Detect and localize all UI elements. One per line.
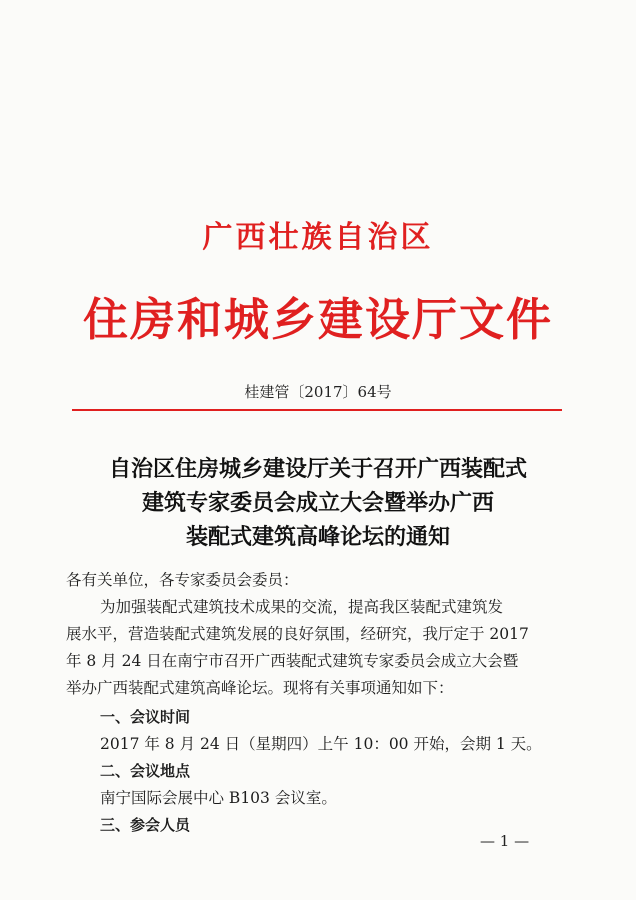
meeting-location: 南宁国际会展中心 B103 会议室。 xyxy=(100,789,337,807)
title-line-1: 自治区住房城乡建设厅关于召开广西装配式 xyxy=(108,456,527,482)
salutation: 各有关单位，各专家委员会委员： xyxy=(66,571,299,589)
document-number: 桂建管〔2017〕64号 xyxy=(244,383,392,401)
paragraph-line: 展水平，营造装配式建筑发展的良好氛围，经研究，我厅定于 2017 xyxy=(66,625,529,643)
title-line-2: 建筑专家委员会成立大会暨举办广西 xyxy=(141,490,494,516)
page-number: — 1 — xyxy=(480,832,530,850)
red-divider xyxy=(72,409,562,411)
issuer-department: 住房和城乡建设厅文件 xyxy=(82,293,553,346)
section-heading-attendees: 三、参会人员 xyxy=(100,816,191,834)
paragraph-line: 为加强装配式建筑技术成果的交流，提高我区装配式建筑发 xyxy=(100,598,504,616)
notice-title xyxy=(60,452,576,554)
section-heading-location: 二、会议地点 xyxy=(100,762,191,780)
paragraph-line: 年 8 月 24 日在南宁市召开广西装配式建筑专家委员会成立大会暨 xyxy=(66,652,519,670)
meeting-time: 2017 年 8 月 24 日（星期四）上午 10：00 开始，会期 1 天。 xyxy=(100,735,542,753)
title-line-3: 装配式建筑高峰论坛的通知 xyxy=(185,524,450,550)
issuer-region: 广西壮族自治区 xyxy=(202,220,434,255)
paragraph-line: 举办广西装配式建筑高峰论坛。现将有关事项通知如下： xyxy=(66,679,454,697)
section-heading-time: 一、会议时间 xyxy=(100,708,191,726)
